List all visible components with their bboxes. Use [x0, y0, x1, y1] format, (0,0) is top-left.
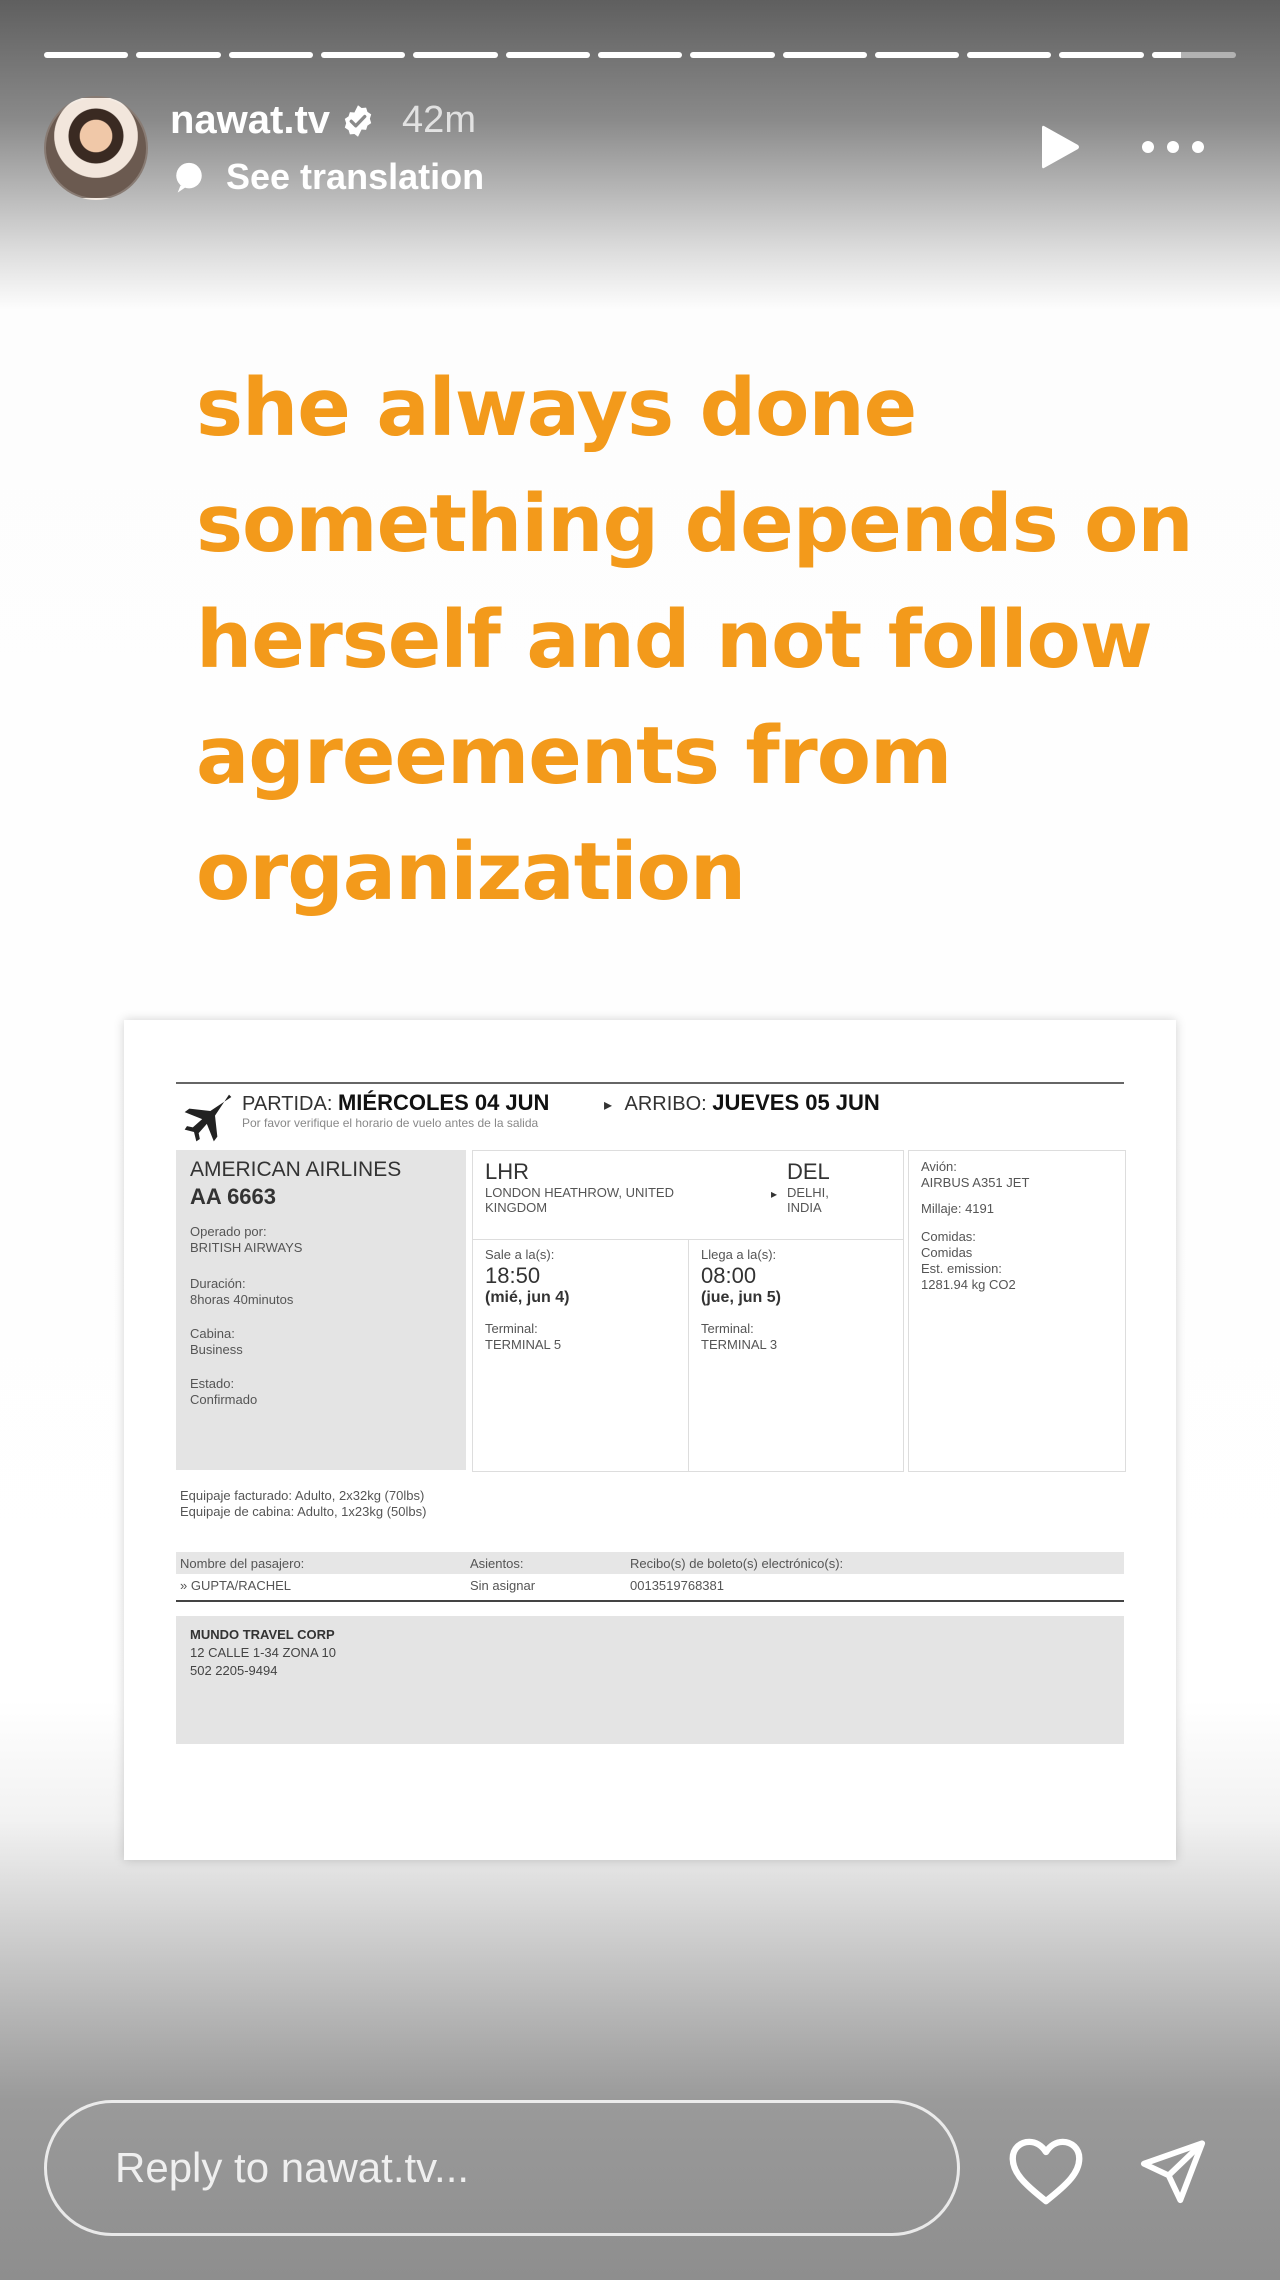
progress-segment-current [1152, 52, 1236, 58]
progress-segment [875, 52, 959, 58]
cabin-baggage: Equipaje de cabina: Adulto, 1x23kg (50lbs) [180, 1504, 427, 1519]
meals-value: Comidas [921, 1245, 973, 1260]
progress-segment [783, 52, 867, 58]
mileage: Millaje: 4191 [921, 1201, 994, 1216]
agency-phone: 502 2205-9494 [190, 1663, 278, 1678]
header-passenger-name: Nombre del pasajero: [180, 1556, 305, 1571]
profile-header[interactable] [170, 98, 476, 143]
departs-label: Sale a la(s): [485, 1247, 555, 1262]
username[interactable]: nawat.tv [170, 98, 331, 142]
origin-city: LONDON HEATHROW, UNITED KINGDOM [485, 1185, 674, 1215]
origin-code: LHR [485, 1159, 530, 1184]
status-label: Estado: [190, 1376, 235, 1391]
operated-by [190, 1224, 302, 1256]
progress-segment [506, 52, 590, 58]
progress-segment [44, 52, 128, 58]
progress-segment [967, 52, 1051, 58]
heart-icon[interactable] [1008, 2136, 1084, 2206]
more-icon[interactable] [1138, 132, 1208, 162]
status-value: Confirmado [190, 1392, 258, 1407]
route-header [473, 1151, 903, 1240]
aircraft-info-panel [908, 1150, 1126, 1472]
progress-segment [229, 52, 313, 58]
meals-label: Comidas: [921, 1229, 976, 1244]
arrival-heading [604, 1090, 880, 1116]
avatar[interactable] [44, 96, 148, 200]
header-eticket: Recibo(s) de boleto(s) electrónico(s): [630, 1556, 844, 1571]
arrives-time: 08:00 [701, 1263, 757, 1288]
arrives-date: (jue, jun 5) [701, 1289, 781, 1306]
see-translation-link[interactable] [172, 156, 484, 198]
operated-label: Operado por: [190, 1224, 267, 1239]
arrival-label: ARRIBO: [624, 1093, 707, 1115]
story-progress-bar [44, 52, 1236, 58]
flight-number: AA 6663 [190, 1184, 277, 1209]
departs-date: (mié, jun 4) [485, 1289, 570, 1306]
arrives-terminal: TERMINAL 3 [701, 1337, 778, 1352]
aircraft-value: AIRBUS A351 JET [921, 1175, 1030, 1190]
story-caption: she always done something depends on herself and not follow agreements from organization [196, 362, 1193, 918]
departure-note: Por favor verifique el horario de vuelo antes de la salida [242, 1116, 539, 1130]
checked-baggage: Equipaje facturado: Adulto, 2x32kg (70lbs) [180, 1488, 425, 1503]
progress-segment [690, 52, 774, 58]
see-translation-label: See translation [226, 156, 485, 197]
aircraft-label: Avión: [921, 1159, 957, 1174]
departs-terminal-label: Terminal: [485, 1321, 538, 1336]
progress-segment [136, 52, 220, 58]
reply-field[interactable] [44, 2100, 960, 2236]
departure-label: PARTIDA: [242, 1093, 333, 1115]
table-row [176, 1574, 1124, 1602]
duration-value: 8horas 40minutos [190, 1292, 294, 1307]
emission-value: 1281.94 kg CO2 [921, 1277, 1016, 1292]
destination-city: DELHI, INDIA [787, 1185, 829, 1215]
operated-value: BRITISH AIRWAYS [190, 1240, 303, 1255]
airplane-icon [180, 1090, 236, 1146]
emission-label: Est. emission: [921, 1261, 1002, 1276]
cabin-value: Business [190, 1342, 243, 1357]
destination-code: DEL [787, 1159, 830, 1184]
departure-date: MIÉRCOLES 04 JUN [337, 1090, 550, 1115]
play-icon[interactable] [1038, 122, 1082, 172]
eticket-number: 0013519768381 [630, 1578, 724, 1593]
airline-name: AMERICAN AIRLINES [190, 1158, 402, 1181]
departure-heading [242, 1090, 549, 1116]
departure-time-panel [473, 1239, 688, 1471]
progress-segment [413, 52, 497, 58]
airline-panel [176, 1150, 466, 1470]
agency-name: MUNDO TRAVEL CORP [190, 1627, 335, 1642]
passenger-table [176, 1552, 1124, 1602]
translate-icon [172, 160, 206, 194]
flight-itinerary-image [124, 1020, 1176, 1860]
progress-segment [321, 52, 405, 58]
arrives-terminal-label: Terminal: [701, 1321, 754, 1336]
arrival-date: JUEVES 05 JUN [712, 1090, 880, 1115]
reply-input[interactable] [113, 2143, 877, 2193]
duration [190, 1276, 293, 1308]
duration-label: Duración: [190, 1276, 246, 1291]
passenger-table-header [176, 1552, 1124, 1574]
flight-details-grid [176, 1150, 1124, 1472]
send-icon[interactable] [1138, 2136, 1208, 2206]
route-panel [472, 1150, 904, 1472]
status [190, 1376, 257, 1408]
post-time: 42m [402, 99, 476, 141]
seat-assignment: Sin asignar [470, 1578, 536, 1593]
baggage-info [180, 1488, 510, 1520]
verified-badge-icon [340, 103, 376, 139]
arrival-time-panel [688, 1239, 904, 1471]
progress-segment [1059, 52, 1143, 58]
departs-time: 18:50 [485, 1263, 541, 1288]
route-arrow-icon: ▸ [771, 1187, 778, 1201]
arrives-label: Llega a la(s): [701, 1247, 777, 1262]
header-seats: Asientos: [470, 1556, 524, 1571]
progress-segment [598, 52, 682, 58]
agency-address: 12 CALLE 1-34 ZONA 10 [190, 1645, 336, 1660]
ticket-divider [176, 1082, 1124, 1084]
passenger-name: » GUPTA/RACHEL [180, 1578, 292, 1593]
cabin [190, 1326, 243, 1358]
travel-agency-box [176, 1616, 1124, 1744]
departs-terminal: TERMINAL 5 [485, 1337, 562, 1352]
cabin-label: Cabina: [190, 1326, 235, 1341]
